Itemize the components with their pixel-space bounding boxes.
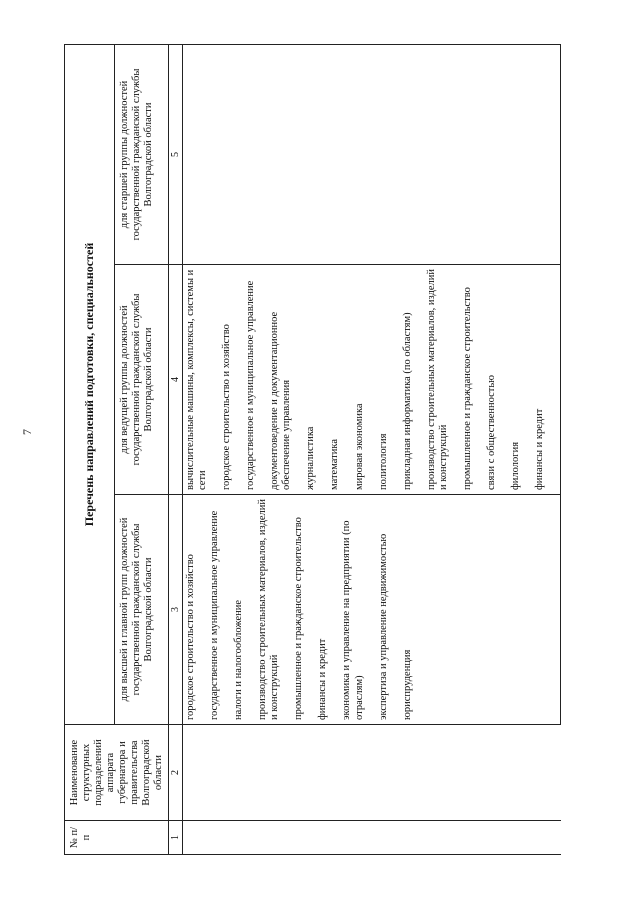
list-item: прикладная информатика (по областям) [401, 312, 413, 490]
header-leading-group: для ведущей группы должностей государственной гражданской службы Волгоградской области [115, 265, 168, 495]
list-item: государственное и муниципальное управление [209, 510, 221, 720]
list-item: мировая экономика [353, 403, 365, 490]
page-number: 7 [20, 429, 34, 435]
list-item: документоведение и документационное обеспечение управления [269, 311, 293, 490]
list-item: филология [509, 441, 521, 490]
column-number-1: 1 [168, 821, 183, 855]
list-item: журналистика [305, 426, 317, 490]
row-department-cell [183, 725, 561, 821]
leading-specialties-cell [183, 265, 561, 495]
column-number-5: 5 [168, 44, 183, 264]
list-item: производство строительных материалов, изделий и конструкций [257, 499, 281, 720]
list-item: экономика и управление на предприятии (по отраслям) [341, 520, 365, 720]
list-item: промышленное и гражданское строительство [461, 287, 473, 490]
row-number-cell [183, 821, 561, 855]
document-table-rotated [64, 45, 579, 855]
list-item: юриспруденция [401, 649, 413, 720]
list-item: государственное и муниципальное управление [245, 280, 257, 490]
column-number-3: 3 [168, 495, 183, 725]
column-number-4: 4 [168, 265, 183, 495]
list-item: городское строительство и хозяйство [221, 324, 233, 490]
list-item: финансы и кредит [534, 408, 545, 490]
list-item: экспертиза и управление недвижимостью [377, 533, 389, 720]
list-item: городское строительство и хозяйство [185, 554, 196, 720]
list-item: налоги и налогообложение [233, 599, 245, 720]
list-item: связи с общественностью [485, 374, 497, 490]
list-item: политология [377, 433, 389, 490]
header-senior-main-groups: для высшей и главной групп должностей государственной гражданской службы Волгоградской области [115, 495, 168, 725]
column-number-2: 2 [168, 725, 183, 821]
senior-group-specialties-cell [183, 44, 561, 264]
list-item: финансы и кредит [317, 638, 329, 720]
header-specialties-group: Перечень направлений подготовки, специальностей [65, 44, 115, 724]
list-item: производство строительных материалов, изделий и конструкций [425, 269, 449, 490]
senior-main-specialties-cell [183, 495, 561, 725]
header-senior-group: для старшей группы должностей государственной гражданской службы Волгоградской области [115, 44, 168, 264]
specialties-table [64, 44, 561, 855]
header-department-name: Наименование структурных подразделений аппарата губернатора и правительства Волгоградской области [65, 725, 169, 821]
list-item: вычислительные машины, комплексы, системы и сети [185, 269, 209, 490]
table-row [183, 44, 561, 854]
list-item: математика [329, 439, 341, 490]
list-item: промышленное и гражданское строительство [293, 517, 305, 720]
header-number: № п/п [65, 821, 169, 855]
